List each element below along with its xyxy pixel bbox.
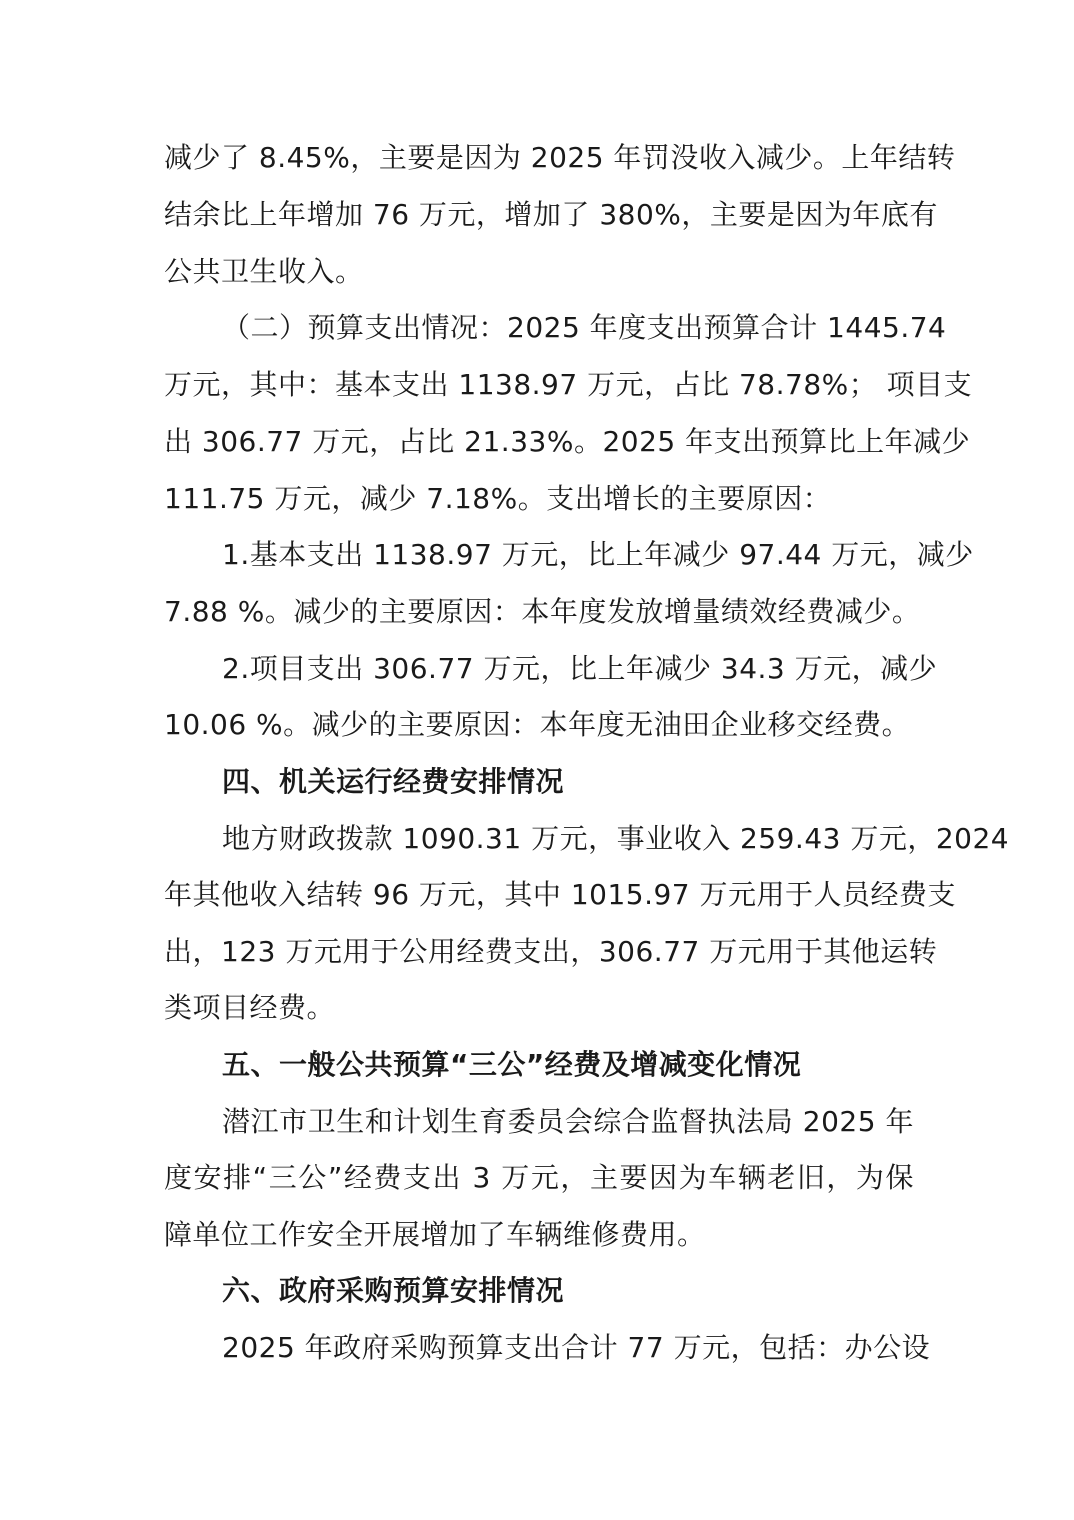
text-line: 万元，其中：基本支出 1138.97 万元，占比 78.78%； 项目支 [164,368,973,401]
text-line: 7.88 %。减少的主要原因：本年度发放增量绩效经费减少。 [164,595,921,628]
text-line: 减少了 8.45%，主要是因为 2025 年罚没收入减少。上年结转 [164,141,956,174]
text-line: 度安排“三公”经费支出 3 万元，主要因为车辆老旧，为保 [164,1161,914,1194]
text-line: 111.75 万元，减少 7.18%。支出增长的主要原因： [164,482,832,515]
list-item-2-line: 2.项目支出 306.77 万元，比上年减少 34.3 万元，减少 [222,652,938,685]
list-item-1-line: 1.基本支出 1138.97 万元，比上年减少 97.44 万元，减少 [222,538,974,571]
text-line: 年其他收入结转 96 万元，其中 1015.97 万元用于人员经费支 [164,878,957,911]
text-line: 潜江市卫生和计划生育委员会综合监督执法局 2025 年 [222,1105,914,1138]
text-line: 公共卫生收入。 [164,255,364,288]
text-line: 出，123 万元用于公用经费支出，306.77 万元用于其他运转 [164,935,938,968]
text-line: 类项目经费。 [164,991,336,1024]
section-subheading-line: （二）预算支出情况：2025 年度支出预算合计 1445.74 [222,311,947,344]
text-line: 10.06 %。减少的主要原因：本年度无油田企业移交经费。 [164,708,911,741]
section-heading-6: 六、政府采购预算安排情况 [222,1274,565,1307]
text-line: 结余比上年增加 76 万元，增加了 380%，主要是因为年底有 [164,198,938,231]
text-line: 障单位工作安全开展增加了车辆维修费用。 [164,1218,706,1251]
text-line: 出 306.77 万元，占比 21.33%。2025 年支出预算比上年减少 [164,425,971,458]
section-heading-4: 四、机关运行经费安排情况 [222,765,565,798]
text-line: 地方财政拨款 1090.31 万元，事业收入 259.43 万元，2024 [222,822,1010,855]
text-line: 2025 年政府采购预算支出合计 77 万元，包括：办公设 [222,1331,931,1364]
section-heading-5: 五、一般公共预算“三公”经费及增减变化情况 [222,1048,802,1081]
